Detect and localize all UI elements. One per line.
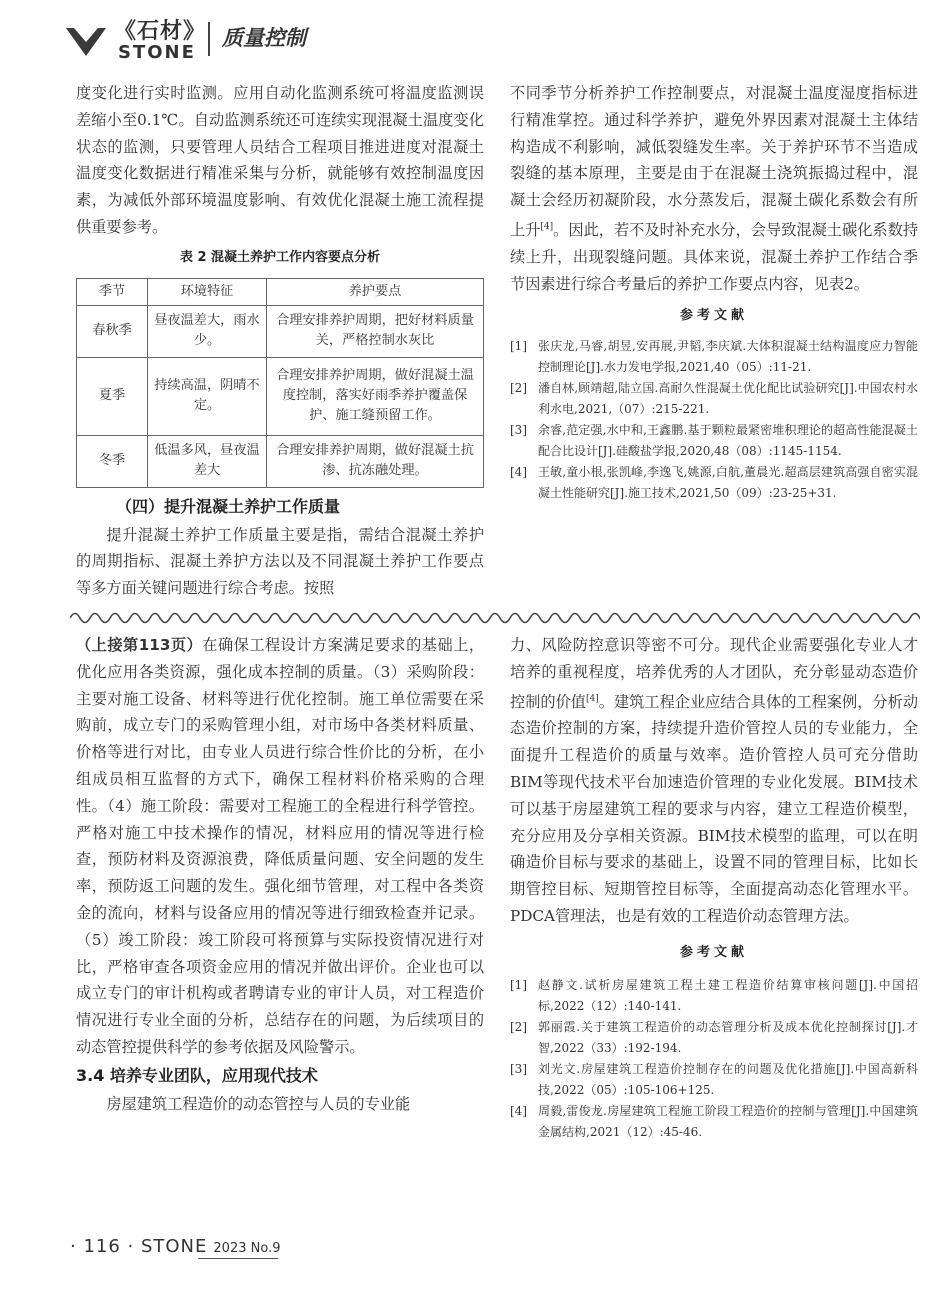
reference-number: [3] xyxy=(510,1061,527,1076)
table-cell-season: 春秋季 xyxy=(77,305,148,357)
references-title: 参考文献 xyxy=(679,308,748,324)
section-heading: 3.4 培养专业团队，应用现代技术 xyxy=(76,1065,318,1085)
table-header-cell: 养护要点 xyxy=(267,278,484,305)
reference-number: [4] xyxy=(510,1103,527,1118)
body-text: 不同季节分析养护工作控制要点，对混凝土温度湿度指标进行精准掌控。通过科学养护，避免外界因素对混凝土主体结构造成不利影响，减低裂缝发生率。关于养护环节不当造成裂缝的基本原理，主要是由于在混凝土浇筑振捣过程中，混凝土会经历初凝阶段，水分蒸发后，混凝土碳化系数会有所上升 xyxy=(510,84,918,240)
stone-logo-icon xyxy=(64,24,108,60)
reference-number: [1] xyxy=(510,977,527,992)
footer-underline xyxy=(198,1258,278,1259)
reference-text: 周毅,雷俊龙.房屋建筑工程施工阶段工程造价的控制与管理[J].中国建筑金属结构,2021（12）:45-46. xyxy=(538,1103,918,1139)
reference-number: [2] xyxy=(510,1019,527,1034)
body-paragraph: 度变化进行实时监测。应用自动化监测系统可将温度监测误差缩小至0.1℃。自动监测系统还可连续实现混凝土温度变化状态的监测，只要管理人员结合工程项目推进进度对混凝土温度变化数据进行精准采集与分析，就能够有效控制温度因素，为减低外部环境温度影响、有效优化混凝土施工流程提供重要参考。 xyxy=(76,84,484,236)
body-text: 。建筑工程企业应结合具体的工程案例，分析动态造价控制的方案，持续提升造价管控人员的专业能力，全面提升工程造价的质量与效率。造价管控人员可充分借助BIM等现代技术平台加速造价管理的专业化发展。BIM技术可以基于房屋建筑工程的要求与内容，建立工程造价模型，充分应用及分享相关资源。BIM技术模型的监理，可以在明确造价目标与要求的基础上，设置不同的管理目标，比如长期管控目标、短期管控目标等，全面提高动态化管理水平。PDCA管理法，也是有效的工程造价动态管理方法。 xyxy=(510,692,919,926)
table-cell-season: 冬季 xyxy=(77,435,148,487)
table-header-cell: 季节 xyxy=(77,278,148,305)
continued-note: （上接第113页） xyxy=(76,636,203,654)
table-cell-env: 低温多风，昼夜温差大 xyxy=(148,435,267,487)
table-header-cell: 环境特征 xyxy=(148,278,267,305)
bottom-left-column xyxy=(76,632,484,1118)
body-paragraph xyxy=(510,632,918,930)
reference-item xyxy=(510,1017,918,1059)
reference-text: 赵静文.试析房屋建筑工程土建工程造价结算审核问题[J].中国招标,2022（12）:140-141. xyxy=(538,977,918,1013)
reference-number: [4] xyxy=(510,465,527,480)
reference-item xyxy=(510,378,918,420)
reference-number: [1] xyxy=(510,339,527,354)
table-cell-points: 合理安排养护周期，做好混凝土抗渗、抗冻融处理。 xyxy=(267,435,484,487)
reference-text: 刘光文.房屋建筑工程造价控制存在的问题及优化措施[J].中国高新科技,2022（05）:105-106+125. xyxy=(538,1061,918,1097)
reference-item xyxy=(510,420,918,462)
table-cell-points: 合理安排养护周期，把好材料质量关，严格控制水灰比 xyxy=(267,305,484,357)
table-row xyxy=(77,435,484,487)
reference-text: 潘自林,顾靖超,陆立国.高耐久性混凝土优化配比试验研究[J].中国农村水利水电,2021,（07）:215-221. xyxy=(538,381,918,417)
body-paragraph: 提升混凝土养护工作质量主要是指，需结合混凝土养护的周期指标、混凝土养护方法以及不同混凝土养护工作要点等多方面关键问题进行综合考虑。按照 xyxy=(76,525,484,598)
table-row xyxy=(77,305,484,357)
header-divider xyxy=(208,22,210,56)
page-footer xyxy=(70,1236,280,1257)
wavy-divider xyxy=(70,607,920,629)
body-paragraph xyxy=(510,80,918,297)
reference-item xyxy=(510,975,918,1017)
citation-mark: [4] xyxy=(586,693,599,704)
reference-item xyxy=(510,1101,918,1143)
table-header-row xyxy=(77,278,484,305)
page-number: · 116 · STONE xyxy=(70,1236,208,1257)
reference-number: [3] xyxy=(510,423,527,438)
body-text: 力、风险防控意识等密不可分。现代企业需要强化专业人才培养的重视程度，培养优秀的人才团队，充分彰显动态造价控制的价值 xyxy=(510,636,918,711)
logo-chinese-title: 《石材》 xyxy=(114,19,207,44)
reference-item xyxy=(510,336,918,378)
curing-table xyxy=(76,278,484,488)
citation-mark: [4] xyxy=(540,221,554,232)
body-paragraph xyxy=(76,632,484,1061)
bottom-right-column xyxy=(510,632,918,1143)
top-left-column xyxy=(76,80,484,602)
references-title: 参考文献 xyxy=(679,944,748,960)
logo-english-title: STONE xyxy=(118,42,196,63)
body-paragraph: 房屋建筑工程造价的动态管控与人员的专业能 xyxy=(106,1094,411,1113)
top-right-column xyxy=(510,80,918,504)
table-cell-points: 合理安排养护周期，做好混凝土温度控制，落实好雨季养护覆盖保护、施工缝预留工作。 xyxy=(267,357,484,435)
table-cell-season: 夏季 xyxy=(77,357,148,435)
reference-text: 张庆龙,马睿,胡昱,安再展,尹韬,李庆斌.大体积混凝土结构温度应力智能控制理论[J].水力发电学报,2021,40（05）:11-21. xyxy=(538,339,918,375)
reference-item xyxy=(510,462,918,504)
table-row xyxy=(77,357,484,435)
reference-text: 王敏,童小根,张凯峰,李逸飞,姚源,白航,董晨光.超高层建筑高强自密实混凝土性能研究[J].施工技术,2021,50（09）:23-25+31. xyxy=(538,465,918,501)
table-title: 表 2 混凝土养护工作内容要点分析 xyxy=(179,249,381,265)
issue-label: 2023 No.9 xyxy=(213,1241,281,1256)
section-heading: （四）提升混凝土养护工作质量 xyxy=(116,496,341,516)
section-title: 质量控制 xyxy=(222,26,306,50)
reference-item xyxy=(510,1059,918,1101)
table-cell-env: 昼夜温差大，雨水少。 xyxy=(148,305,267,357)
reference-text: 郭丽霞.关于建筑工程造价的动态管理分析及成本优化控制探讨[J].才智,2022（33）:192-194. xyxy=(538,1019,918,1055)
reference-number: [2] xyxy=(510,381,527,396)
body-text: 在确保工程设计方案满足要求的基础上，优化应用各类资源，强化成本控制的质量。（3）采购阶段：主要对施工设备、材料等进行优化控制。施工单位需要在采购前，成立专门的采购管理小组，对市场中各类材料质量、价格等进行对比，由专业人员进行综合性价比的分析，在小组成员相互监督的方式下，确保工程材料价格采购的合理性。（4）施工阶段：需要对工程施工的全程进行科学管控。严格对施工中技术操作的情况，材料应用的情况等进行检查，预防材料及资源浪费，降低质量问题、安全问题的发生率，预防返工问题的发生。强化细节管理，对工程中各类资金的流向，材料与设备应用的情况等进行细致检查并记录。（5）竣工阶段：竣工阶段可将预算与实际投资情况进行对比，严格审查各项资金应用的情况并做出评价。企业也可以成立专门的审计机构或者聘请专业的审计人员，对工程造价情况进行专业全面的分析，总结存在的问题，为后续项目的动态管控提供科学的参考依据及风险警示。 xyxy=(76,636,485,1056)
body-text: 。因此，若不及时补充水分，会导致混凝土碳化系数持续上升，出现裂缝问题。具体来说，混凝土养护工作结合季节因素进行综合考量后的养护工作要点内容，见表2。 xyxy=(510,221,919,293)
table-cell-env: 持续高温，阴晴不定。 xyxy=(148,357,267,435)
reference-text: 余睿,范定强,水中和,王鑫鹏.基于颗粒最紧密堆积理论的超高性能混凝土配合比设计[J].硅酸盐学报,2020,48（08）:1145-1154. xyxy=(538,423,918,459)
